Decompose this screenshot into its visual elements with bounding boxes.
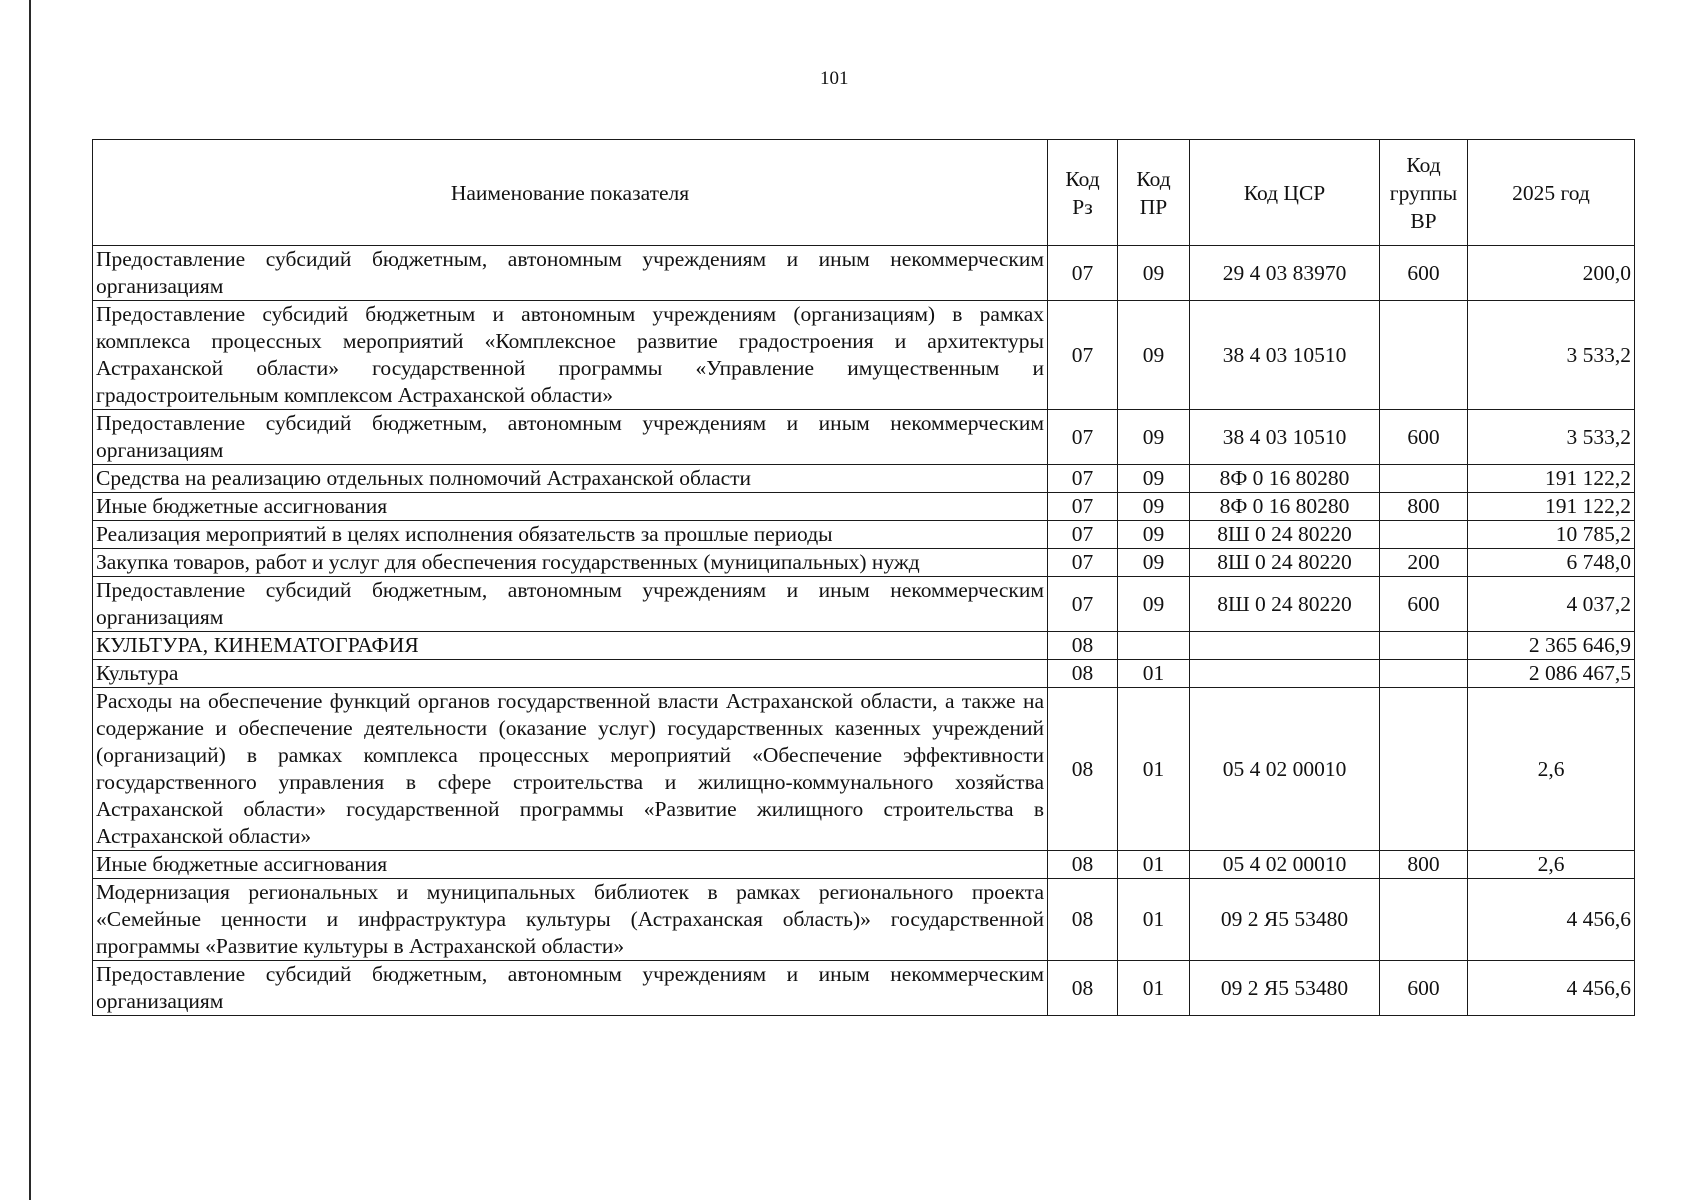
cell-amount: 2 086 467,5	[1468, 660, 1635, 688]
header-csr: Код ЦСР	[1190, 140, 1380, 246]
cell-name: Предоставление субсидий бюджетным, автономным учреждениям и иным некоммерческим организациям	[93, 410, 1048, 465]
table-row	[93, 549, 1635, 577]
table-row	[93, 521, 1635, 549]
cell-name: Иные бюджетные ассигнования	[93, 851, 1048, 879]
cell-rz: 07	[1048, 549, 1118, 577]
cell-pr: 09	[1118, 549, 1190, 577]
cell-pr: 01	[1118, 961, 1190, 1016]
cell-name: Иные бюджетные ассигнования	[93, 493, 1048, 521]
table-row	[93, 688, 1635, 851]
cell-rz: 08	[1048, 879, 1118, 961]
cell-csr: 8Ш 0 24 80220	[1190, 577, 1380, 632]
table-row	[93, 879, 1635, 961]
cell-csr: 09 2 Я5 53480	[1190, 961, 1380, 1016]
cell-name: Расходы на обеспечение функций органов государственной власти Астраханской области, а также на содержание и обеспечение деятельности (оказание услуг) государственных казенных учреждений (организаций) в рамках комплекса процессных мероприятий «Обеспечение эффективности государственного управления в сфере строительства и жилищно-коммунального хозяйства Астраханской области» государственной программы «Развитие жилищного строительства в Астраханской области»	[93, 688, 1048, 851]
header-vr-label: Код группы ВР	[1389, 152, 1458, 233]
cell-amount: 4 456,6	[1468, 961, 1635, 1016]
cell-rz: 08	[1048, 660, 1118, 688]
cell-pr: 09	[1118, 577, 1190, 632]
cell-csr: 8Ш 0 24 80220	[1190, 521, 1380, 549]
header-vr	[1380, 140, 1468, 246]
cell-amount: 191 122,2	[1468, 493, 1635, 521]
table-row	[93, 577, 1635, 632]
header-pr-label: Код ПР	[1136, 166, 1171, 219]
cell-rz: 07	[1048, 493, 1118, 521]
cell-name: Предоставление субсидий бюджетным, автономным учреждениям и иным некоммерческим организациям	[93, 246, 1048, 301]
cell-pr: 09	[1118, 521, 1190, 549]
cell-csr: 8Ш 0 24 80220	[1190, 549, 1380, 577]
cell-amount: 3 533,2	[1468, 410, 1635, 465]
cell-name: Реализация мероприятий в целях исполнения обязательств за прошлые периоды	[93, 521, 1048, 549]
cell-rz: 08	[1048, 688, 1118, 851]
cell-vr	[1380, 521, 1468, 549]
cell-csr: 38 4 03 10510	[1190, 410, 1380, 465]
page-number: 101	[820, 68, 849, 89]
cell-pr: 09	[1118, 410, 1190, 465]
cell-vr: 200	[1380, 549, 1468, 577]
cell-csr	[1190, 632, 1380, 660]
cell-vr: 600	[1380, 410, 1468, 465]
cell-vr	[1380, 660, 1468, 688]
table-header-row	[93, 140, 1635, 246]
table-row	[93, 465, 1635, 493]
cell-amount: 2,6	[1468, 688, 1635, 851]
cell-csr	[1190, 660, 1380, 688]
table-row	[93, 410, 1635, 465]
cell-rz: 07	[1048, 410, 1118, 465]
cell-rz: 07	[1048, 301, 1118, 410]
cell-name: Модернизация региональных и муниципальных библиотек в рамках регионального проекта «Семейные ценности и инфраструктура культуры (Астраханская область)» государственной программы «Развитие культуры в Астраханской области»	[93, 879, 1048, 961]
table-row	[93, 660, 1635, 688]
cell-vr: 600	[1380, 961, 1468, 1016]
cell-vr: 800	[1380, 493, 1468, 521]
cell-csr: 05 4 02 00010	[1190, 688, 1380, 851]
cell-pr: 01	[1118, 688, 1190, 851]
table-row	[93, 961, 1635, 1016]
cell-amount: 10 785,2	[1468, 521, 1635, 549]
header-pr	[1118, 140, 1190, 246]
cell-pr: 09	[1118, 301, 1190, 410]
cell-amount: 2,6	[1468, 851, 1635, 879]
cell-vr: 600	[1380, 577, 1468, 632]
header-rz	[1048, 140, 1118, 246]
cell-vr: 600	[1380, 246, 1468, 301]
header-rz-label: Код Рз	[1065, 166, 1100, 219]
cell-rz: 08	[1048, 632, 1118, 660]
table-row	[93, 301, 1635, 410]
cell-amount: 200,0	[1468, 246, 1635, 301]
cell-name: Предоставление субсидий бюджетным и автономным учреждениям (организациям) в рамках комплекса процессных мероприятий «Комплексное развитие градостроения и архитектуры Астраханской области» государственной программы «Управление имущественным и градостроительным комплексом Астраханской области»	[93, 301, 1048, 410]
binding-margin-line	[29, 0, 31, 1200]
table-row	[93, 493, 1635, 521]
cell-amount: 191 122,2	[1468, 465, 1635, 493]
cell-name: КУЛЬТУРА, КИНЕМАТОГРАФИЯ	[93, 632, 1048, 660]
cell-pr: 09	[1118, 493, 1190, 521]
table-row	[93, 246, 1635, 301]
cell-csr: 38 4 03 10510	[1190, 301, 1380, 410]
cell-amount: 4 037,2	[1468, 577, 1635, 632]
cell-amount: 6 748,0	[1468, 549, 1635, 577]
cell-pr	[1118, 632, 1190, 660]
cell-pr: 01	[1118, 851, 1190, 879]
cell-rz: 07	[1048, 577, 1118, 632]
cell-amount: 3 533,2	[1468, 301, 1635, 410]
header-name: Наименование показателя	[93, 140, 1048, 246]
header-year: 2025 год	[1468, 140, 1635, 246]
cell-pr: 01	[1118, 660, 1190, 688]
table-row	[93, 632, 1635, 660]
cell-name: Средства на реализацию отдельных полномочий Астраханской области	[93, 465, 1048, 493]
cell-amount: 2 365 646,9	[1468, 632, 1635, 660]
cell-rz: 07	[1048, 521, 1118, 549]
cell-pr: 09	[1118, 246, 1190, 301]
cell-csr: 8Ф 0 16 80280	[1190, 465, 1380, 493]
cell-vr	[1380, 879, 1468, 961]
cell-rz: 08	[1048, 961, 1118, 1016]
cell-pr: 09	[1118, 465, 1190, 493]
budget-table	[92, 139, 1635, 1016]
cell-vr: 800	[1380, 851, 1468, 879]
cell-amount: 4 456,6	[1468, 879, 1635, 961]
cell-pr: 01	[1118, 879, 1190, 961]
cell-vr	[1380, 301, 1468, 410]
cell-name: Культура	[93, 660, 1048, 688]
cell-vr	[1380, 465, 1468, 493]
table-row	[93, 851, 1635, 879]
cell-rz: 07	[1048, 246, 1118, 301]
cell-rz: 07	[1048, 465, 1118, 493]
cell-csr: 8Ф 0 16 80280	[1190, 493, 1380, 521]
cell-name: Предоставление субсидий бюджетным, автономным учреждениям и иным некоммерческим организациям	[93, 961, 1048, 1016]
cell-vr	[1380, 632, 1468, 660]
cell-csr: 29 4 03 83970	[1190, 246, 1380, 301]
cell-csr: 09 2 Я5 53480	[1190, 879, 1380, 961]
cell-name: Предоставление субсидий бюджетным, автономным учреждениям и иным некоммерческим организациям	[93, 577, 1048, 632]
cell-csr: 05 4 02 00010	[1190, 851, 1380, 879]
cell-rz: 08	[1048, 851, 1118, 879]
cell-name: Закупка товаров, работ и услуг для обеспечения государственных (муниципальных) нужд	[93, 549, 1048, 577]
cell-vr	[1380, 688, 1468, 851]
